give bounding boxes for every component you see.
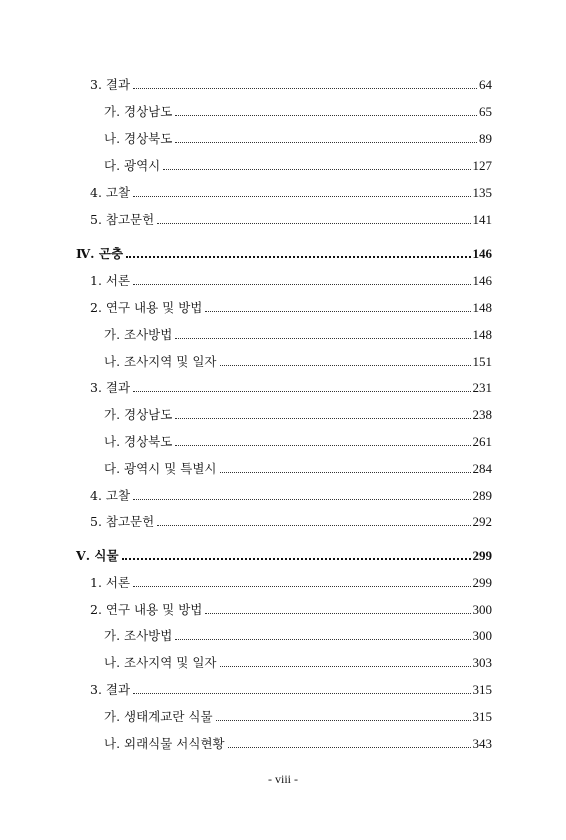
toc-entry[interactable] bbox=[90, 573, 492, 593]
toc-entry-page: 289 bbox=[472, 488, 492, 503]
dot-leader bbox=[122, 557, 471, 560]
toc-entry-label: 다. 광역시 및 특별시 bbox=[104, 461, 217, 476]
toc-entry[interactable] bbox=[90, 600, 492, 620]
toc-entry-label: 1. 서론 bbox=[90, 273, 131, 288]
dot-leader bbox=[157, 524, 470, 526]
toc-entry-label: 4. 고찰 bbox=[90, 185, 131, 200]
toc-entry-label: 2. 연구 내용 및 방법 bbox=[90, 602, 203, 617]
toc-entry[interactable] bbox=[90, 378, 492, 398]
toc-entry-page: 135 bbox=[472, 185, 492, 200]
toc-chapter-entry[interactable] bbox=[76, 546, 492, 566]
dot-leader bbox=[133, 498, 470, 500]
toc-entry[interactable] bbox=[104, 102, 492, 122]
toc-entry-label: 3. 결과 bbox=[90, 77, 131, 92]
toc-entry-page: 300 bbox=[472, 602, 492, 617]
dot-leader bbox=[133, 585, 470, 587]
toc-entry-page: 231 bbox=[472, 380, 492, 395]
dot-leader bbox=[175, 417, 470, 419]
toc-entry[interactable] bbox=[104, 325, 492, 345]
dot-leader bbox=[220, 364, 471, 366]
dot-leader bbox=[175, 114, 477, 116]
toc-entry-page: 127 bbox=[472, 158, 492, 173]
dot-leader bbox=[175, 444, 470, 446]
dot-leader bbox=[175, 638, 470, 640]
toc-entry[interactable] bbox=[104, 432, 492, 452]
toc-entry-page: 284 bbox=[472, 461, 492, 476]
toc-entry[interactable] bbox=[104, 653, 492, 673]
toc-entry[interactable] bbox=[90, 210, 492, 230]
toc-entry-label: 나. 외래식물 서식현황 bbox=[104, 736, 225, 751]
toc-entry-label: 다. 광역시 bbox=[104, 158, 161, 173]
toc-entry-page: 261 bbox=[472, 434, 492, 449]
dot-leader bbox=[216, 719, 471, 721]
dot-leader bbox=[133, 195, 470, 197]
toc-entry-label: 5. 참고문헌 bbox=[90, 212, 155, 227]
toc-entry-page: 238 bbox=[472, 407, 492, 422]
toc-entry-label: 나. 경상북도 bbox=[104, 131, 173, 146]
toc-entry-page: 303 bbox=[472, 655, 492, 670]
page-number-footer: - viii - bbox=[268, 772, 298, 786]
toc-entry[interactable] bbox=[104, 156, 492, 176]
dot-leader bbox=[126, 255, 470, 258]
toc-entry[interactable] bbox=[90, 680, 492, 700]
dot-leader bbox=[205, 310, 470, 312]
toc-entry-label: 4. 고찰 bbox=[90, 488, 131, 503]
toc-entry[interactable] bbox=[104, 459, 492, 479]
toc-entry-page: 151 bbox=[472, 354, 492, 369]
toc-entry-page: 148 bbox=[472, 300, 492, 315]
toc-chapter-entry[interactable] bbox=[76, 244, 492, 264]
dot-leader bbox=[220, 471, 471, 473]
toc-entry-label: 가. 조사방법 bbox=[104, 628, 173, 643]
dot-leader bbox=[133, 87, 477, 89]
toc-chapter-label: Ⅴ. 식물 bbox=[76, 548, 119, 563]
toc-entry-page: 315 bbox=[472, 709, 492, 724]
toc-entry-label: 3. 결과 bbox=[90, 380, 131, 395]
dot-leader bbox=[163, 168, 470, 170]
toc-entry-label: 나. 조사지역 및 일자 bbox=[104, 354, 217, 369]
toc-entry[interactable] bbox=[90, 486, 492, 506]
dot-leader bbox=[175, 337, 470, 339]
toc-chapter-label: Ⅳ. 곤충 bbox=[76, 246, 124, 261]
toc-entry-page: 146 bbox=[472, 246, 492, 261]
toc-entry-page: 146 bbox=[472, 273, 492, 288]
toc-entry[interactable] bbox=[104, 352, 492, 372]
dot-leader bbox=[133, 283, 470, 285]
toc-entry-page: 64 bbox=[479, 77, 492, 92]
toc-entry[interactable] bbox=[104, 405, 492, 425]
toc-entry-page: 299 bbox=[472, 548, 492, 563]
toc-entry[interactable] bbox=[104, 129, 492, 149]
toc-entry-label: 가. 경상남도 bbox=[104, 407, 173, 422]
toc-entry-label: 가. 조사방법 bbox=[104, 327, 173, 342]
toc-entry-page: 315 bbox=[472, 682, 492, 697]
toc-entry[interactable] bbox=[90, 75, 492, 95]
dot-leader bbox=[133, 390, 470, 392]
toc-entry-page: 300 bbox=[472, 628, 492, 643]
toc-entry-page: 292 bbox=[472, 514, 492, 529]
toc-entry[interactable] bbox=[90, 183, 492, 203]
toc-entry-label: 5. 참고문헌 bbox=[90, 514, 155, 529]
toc-entry[interactable] bbox=[90, 512, 492, 532]
dot-leader bbox=[220, 665, 471, 667]
toc-entry-page: 299 bbox=[472, 575, 492, 590]
toc-entry[interactable] bbox=[90, 298, 492, 318]
toc-entry-page: 343 bbox=[472, 736, 492, 751]
toc-entry-page: 65 bbox=[479, 104, 492, 119]
toc-entry-page: 148 bbox=[472, 327, 492, 342]
toc-entry-label: 나. 조사지역 및 일자 bbox=[104, 655, 217, 670]
toc-entry-label: 2. 연구 내용 및 방법 bbox=[90, 300, 203, 315]
dot-leader bbox=[157, 222, 470, 224]
dot-leader bbox=[205, 612, 470, 614]
toc-entry-label: 가. 경상남도 bbox=[104, 104, 173, 119]
dot-leader bbox=[133, 692, 470, 694]
toc-entry[interactable] bbox=[90, 271, 492, 291]
toc-entry-label: 1. 서론 bbox=[90, 575, 131, 590]
toc-entry-label: 나. 경상북도 bbox=[104, 434, 173, 449]
toc-entry-page: 141 bbox=[472, 212, 492, 227]
toc-entry[interactable] bbox=[104, 734, 492, 754]
dot-leader bbox=[228, 746, 471, 748]
toc-entry[interactable] bbox=[104, 626, 492, 646]
toc-entry[interactable] bbox=[104, 707, 492, 727]
toc-entry-page: 89 bbox=[479, 131, 492, 146]
toc-entry-label: 3. 결과 bbox=[90, 682, 131, 697]
dot-leader bbox=[175, 141, 477, 143]
toc-entry-label: 가. 생태계교란 식물 bbox=[104, 709, 213, 724]
